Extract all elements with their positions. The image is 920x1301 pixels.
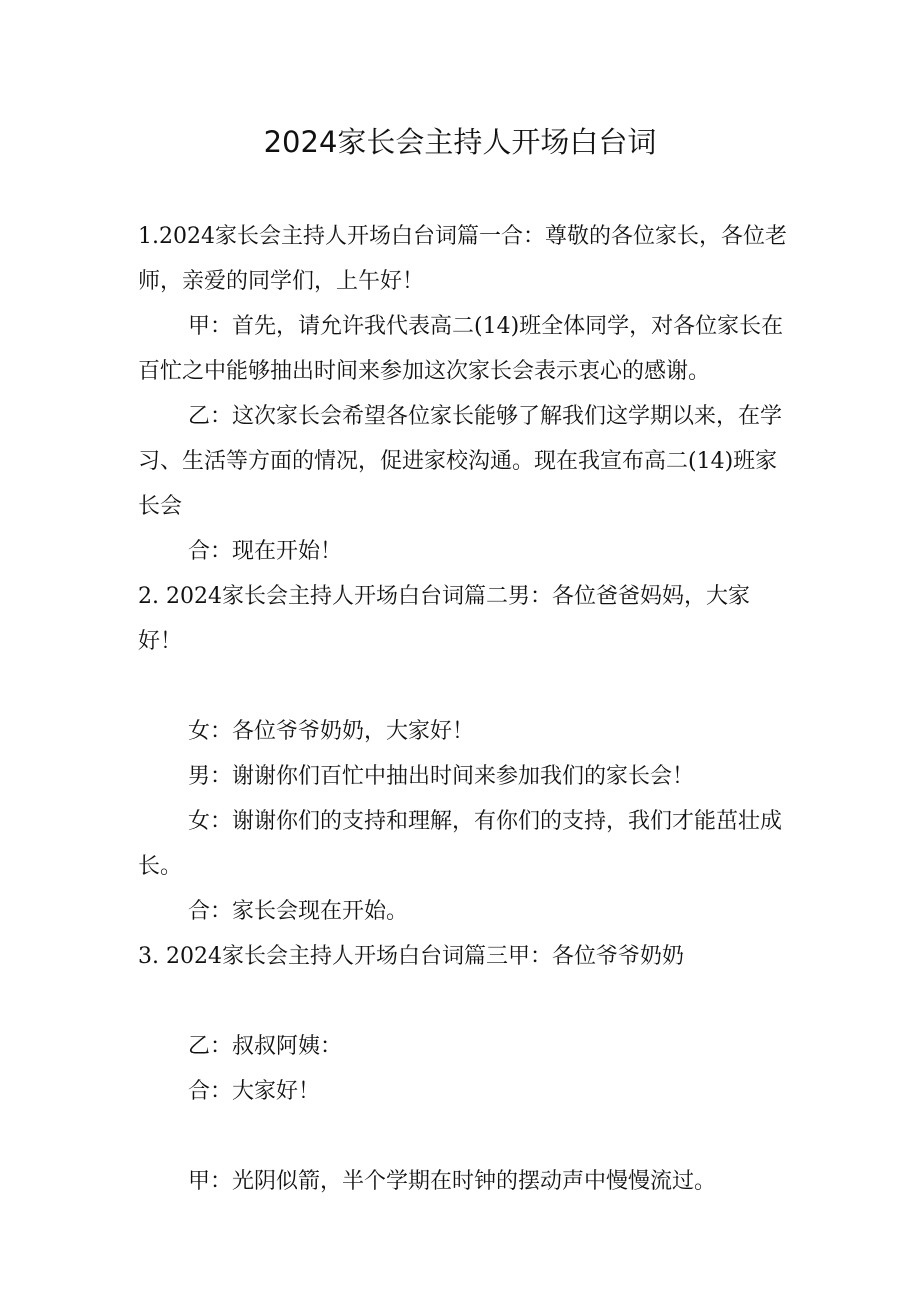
paragraph-8: 女：谢谢你们的支持和理解，有你们的支持，我们才能茁壮成长。 [138,809,783,879]
spacer [138,664,788,709]
paragraph-12: 合：大家好！ [188,1079,321,1104]
paragraph-6: 女：各位爷爷奶奶，大家好！ [188,719,475,744]
paragraph-7: 男：谢谢你们百忙中抽出时间来参加我们的家长会！ [188,764,695,789]
paragraph-10: 3. 2024家长会主持人开场白台词篇三甲：各位爷爷奶奶 [138,944,684,969]
paragraph-9: 合：家长会现在开始。 [188,899,409,924]
paragraph-11: 乙：叔叔阿姨： [188,1034,343,1059]
paragraph-5: 2. 2024家长会主持人开场白台词篇二男：各位爸爸妈妈，大家好！ [138,584,750,654]
paragraph-3: 乙：这次家长会希望各位家长能够了解我们这学期以来，在学习、生活等方面的情况，促进家校沟通。现在我宣布高二(14)班家长会 [138,404,783,519]
spacer [138,979,788,1024]
document-body [138,214,788,1204]
paragraph-13: 甲：光阴似箭，半个学期在时钟的摆动声中慢慢流过。 [188,1169,717,1194]
paragraph-1: 1.2024家长会主持人开场白台词篇一合：尊敬的各位家长，各位老师，亲爱的同学们，上午好！ [138,224,787,294]
paragraph-4: 合：现在开始！ [188,539,343,564]
paragraph-2: 甲：首先，请允许我代表高二(14)班全体同学，对各位家长在百忙之中能够抽出时间来参加这次家长会表示衷心的感谢。 [138,314,784,384]
document-title: 2024家长会主持人开场白台词 [263,125,657,159]
spacer [138,1114,788,1159]
